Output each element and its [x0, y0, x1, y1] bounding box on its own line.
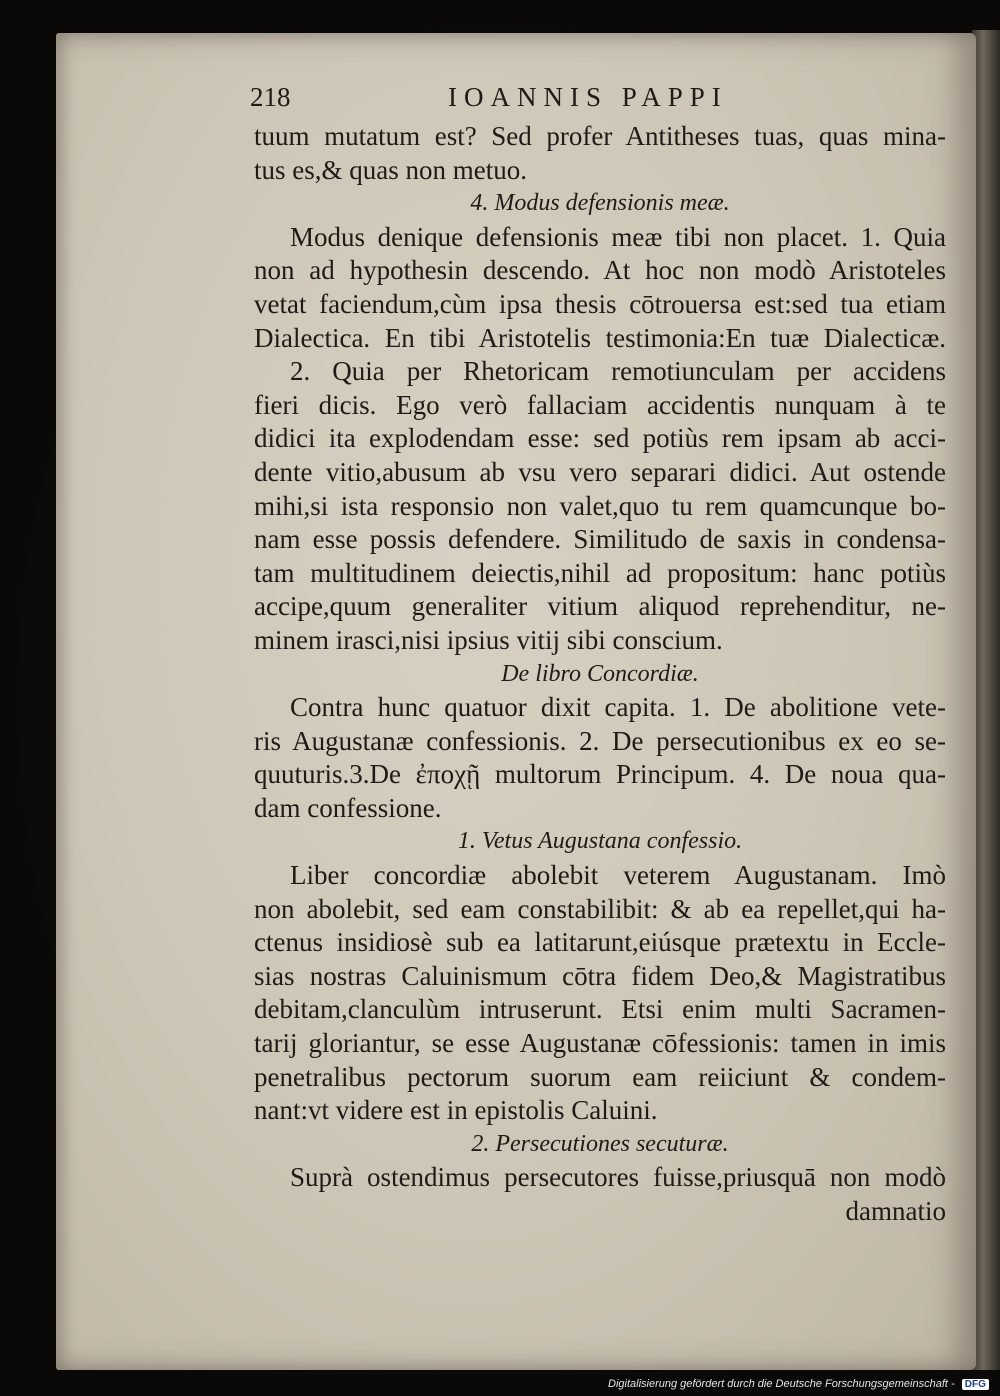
text-line: vetat faciendum,cùm ipsa thesis cōtrouersa est:sed tua etiam [254, 288, 946, 319]
running-title: IOANNIS PAPPI [448, 82, 728, 112]
text-line: debitam,clanculùm intruserunt. Etsi enim multi Sacramen- [254, 994, 946, 1025]
text-line: non abolebit, sed eam constabilibit: & ab ea repellet,qui ha- [254, 893, 946, 924]
text-line: fieri dicis. Ego verò fallaciam accidentis nunquam à te [254, 389, 946, 420]
text-line: ris Augustanæ confessionis. 2. De persecutionibus ex eo se- [254, 725, 946, 756]
text-line: Dialectica. En tibi Aristotelis testimonia:En tuæ Dialecticæ. [254, 322, 946, 353]
text-line: tus es,& quas non metuo. [254, 154, 527, 185]
catchword: damnatio [845, 1196, 946, 1226]
text-line: Suprà ostendimus persecutores fuisse,priusquā non modò [290, 1162, 946, 1193]
text-line: quuturis.3.De ἐποχῇ multorum Principum. 4. De noua qua- [254, 759, 946, 790]
text-line: mihi,si ista responsio non valet,quo tu rem quamcunque bo- [254, 490, 946, 521]
text-line: minem irasci,nisi ipsius vitij sibi conscium. [254, 624, 723, 655]
dfg-logo: DFG [962, 1379, 989, 1390]
text-line: tam multitudinem deiectis,nihil ad propositum: hanc potiùs [254, 557, 946, 588]
digitization-footer [608, 1378, 1000, 1396]
text-line: nam esse possis defendere. Similitudo de saxis in condensa- [254, 524, 946, 555]
running-head [250, 82, 950, 122]
section-heading: 2. Persecutiones secuturæ. [471, 1130, 729, 1157]
text-line: dente vitio,abusum ab vsu vero separari didici. Aut ostende [254, 456, 946, 487]
page-number: 218 [250, 82, 291, 112]
text-line: didici ita explodendam esse: sed potiùs rem ipsam ab acci- [254, 423, 946, 454]
text-line: nant:vt videre est in epistolis Caluini. [254, 1095, 658, 1126]
text-line: tuum mutatum est? Sed profer Antitheses tuas, quas mina- [254, 121, 946, 151]
text-line: 2. Quia per Rhetoricam remotiunculam per accidens [290, 356, 946, 387]
funding-credit: Digitalisierung gefördert durch die Deutsche Forschungsgemeinschaft - [608, 1378, 955, 1390]
text-line: accipe,quum generaliter vitium aliquod reprehenditur, ne- [254, 591, 946, 622]
text-line: Liber concordiæ abolebit veterem Augustanam. Imò [290, 860, 946, 891]
text-line: penetralibus pectorum suorum eam reiiciunt & condem- [254, 1061, 946, 1092]
book-spine [972, 30, 1000, 1370]
text-line: non ad hypothesin descendo. At hoc non modò Aristoteles [254, 255, 946, 286]
text-line: Modus denique defensionis meæ tibi non placet. 1. Quia [290, 221, 946, 252]
section-heading: De libro Concordiæ. [501, 660, 699, 687]
text-line: dam confessione. [254, 792, 442, 823]
page-text-block [254, 120, 946, 1229]
section-heading: 1. Vetus Augustana confessio. [457, 828, 743, 855]
text-line: ctenus insidiosè sub ea latitarunt,eiúsque prætextu in Eccle- [254, 927, 946, 958]
text-line: sias nostras Caluinismum cōtra fidem Deo,& Magistratibus [254, 960, 946, 991]
section-heading: 4. Modus defensionis meæ. [470, 190, 730, 217]
text-line: tarij gloriantur, se esse Augustanæ cōfessionis: tamen in imis [254, 1028, 946, 1059]
text-line: Contra hunc quatuor dixit capita. 1. De abolitione vete- [290, 692, 946, 723]
